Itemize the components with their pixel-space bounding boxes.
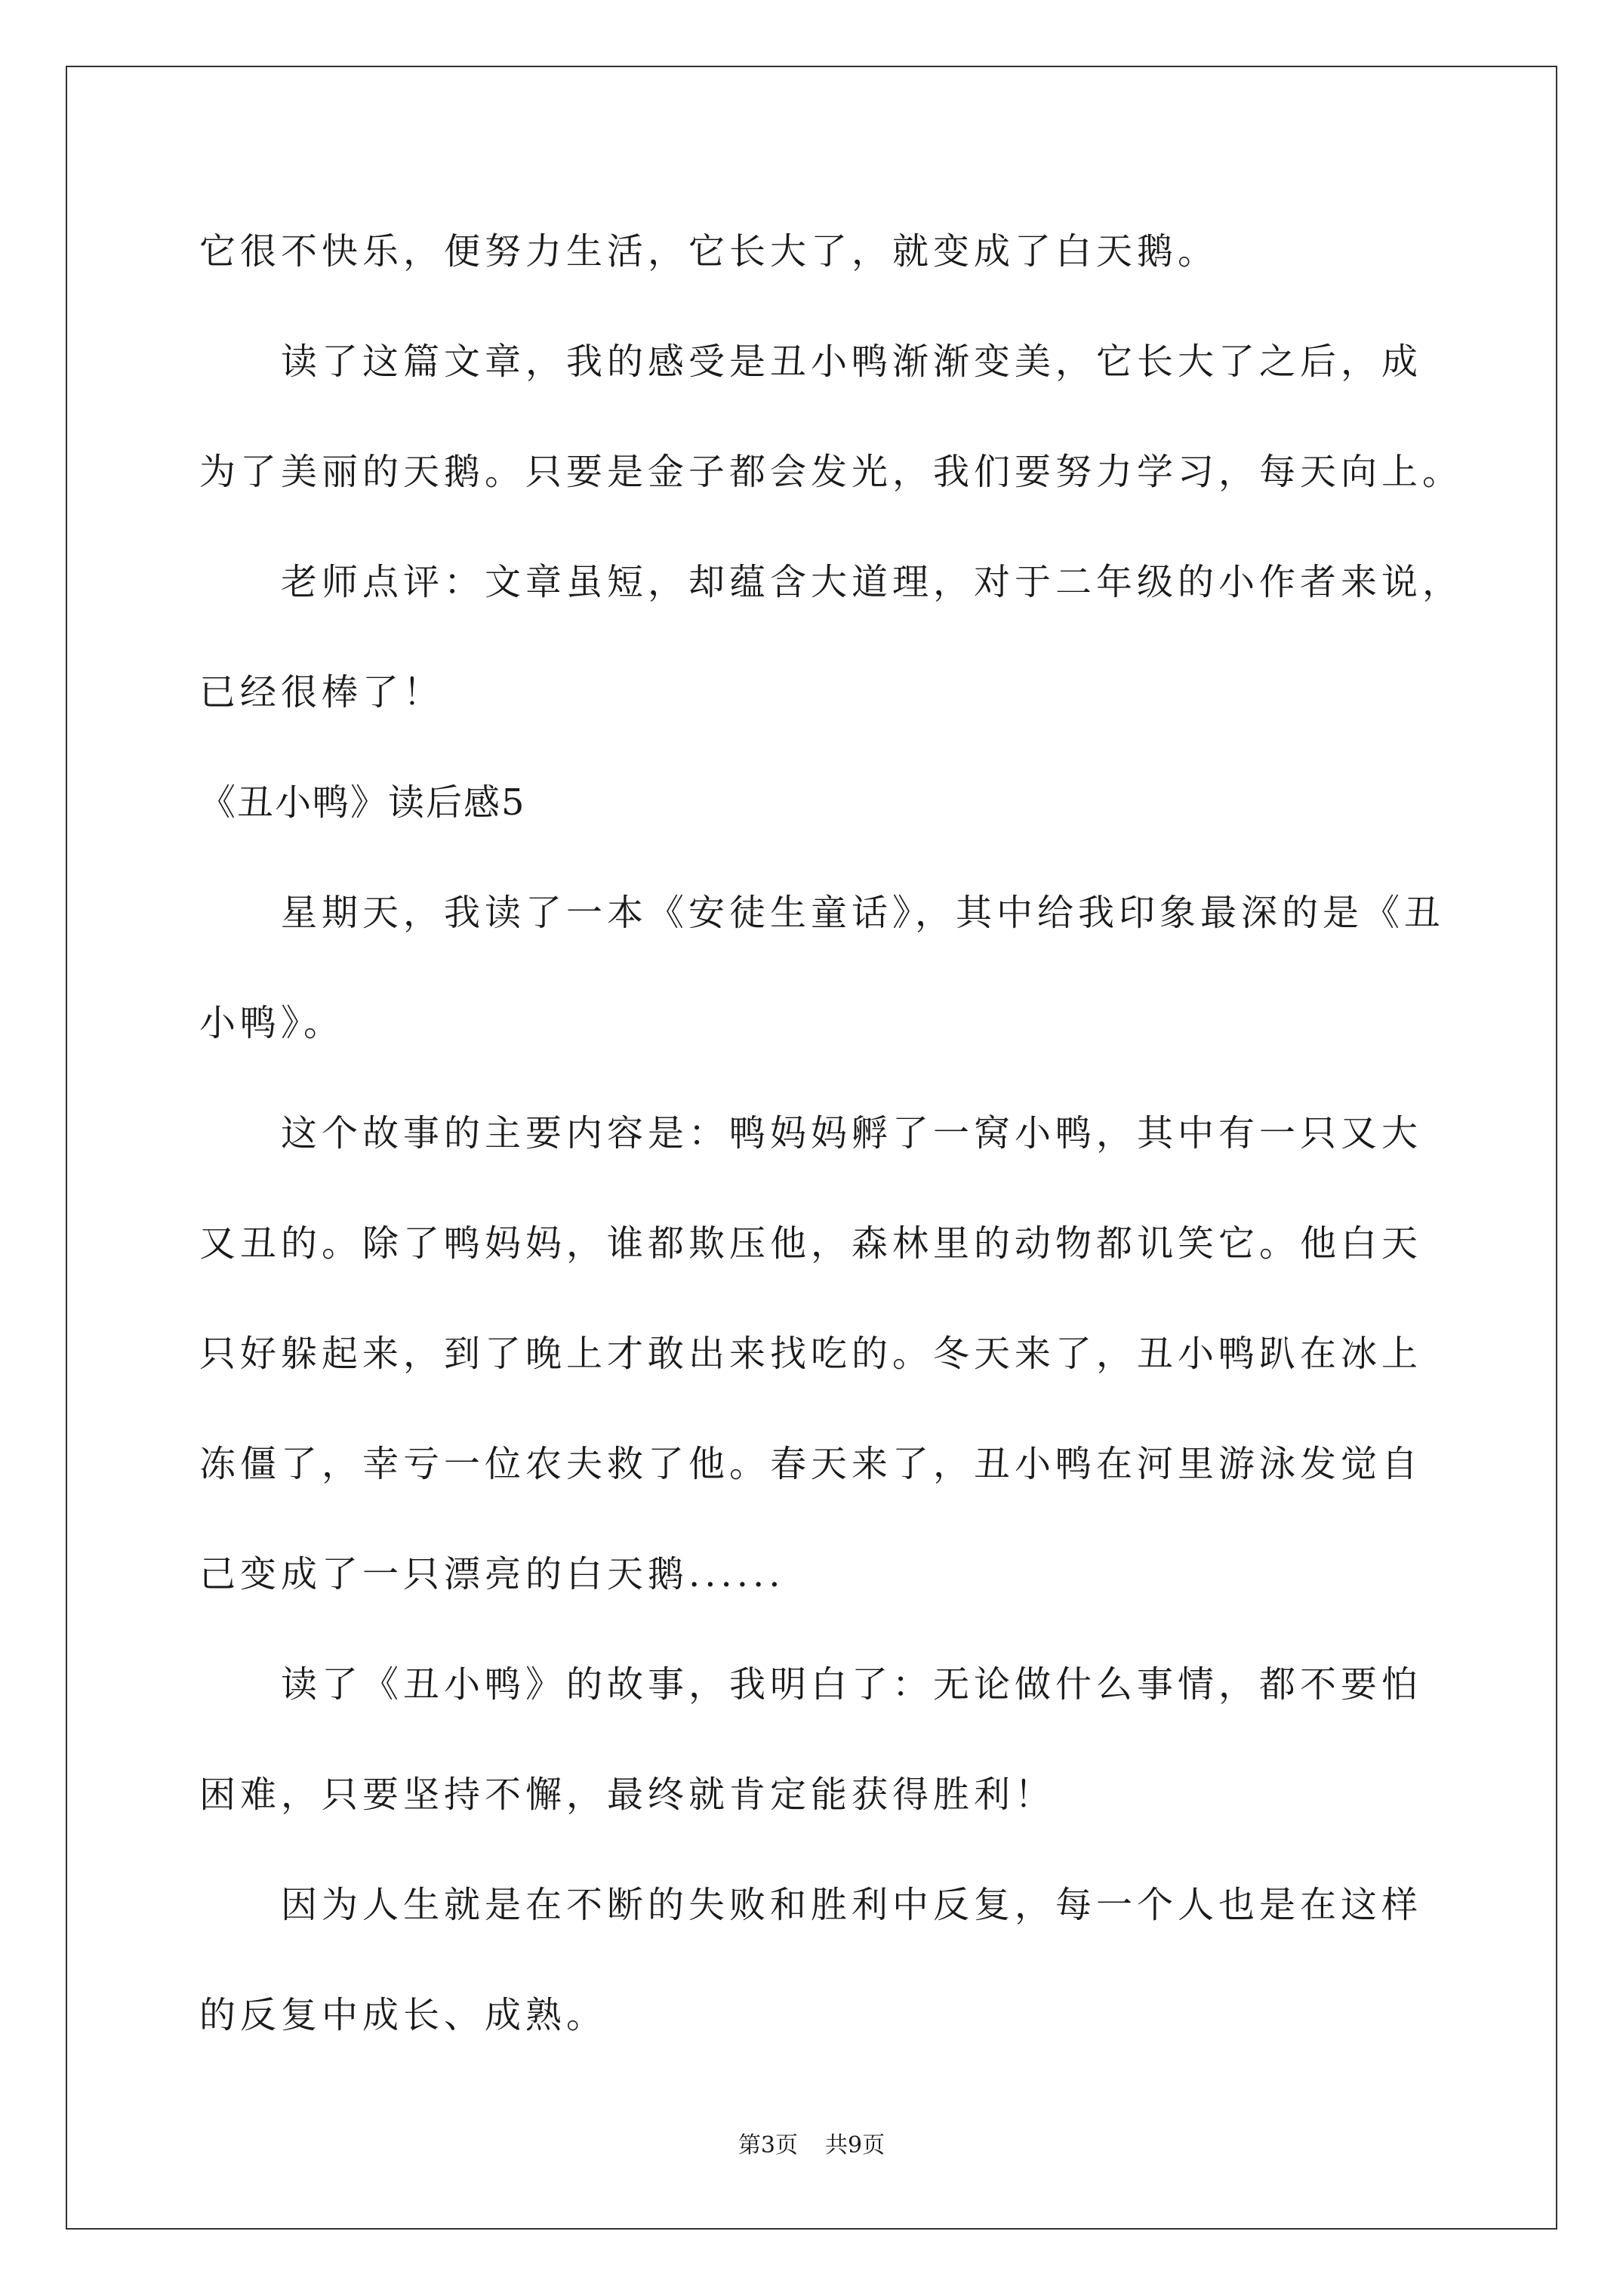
text-line: 这个故事的主要内容是：鸭妈妈孵了一窝小鸭，其中有一只又大 — [281, 1112, 1423, 1154]
text-line: 只好躲起来，到了晚上才敢出来找吃的。冬天来了，丑小鸭趴在冰上 — [199, 1333, 1423, 1375]
text-line: 为了美丽的天鹅。只要是金子都会发光，我们要努力学习，每天向上。 — [199, 451, 1464, 493]
text-line: 冻僵了，幸亏一位农夫救了他。春天来了，丑小鸭在河里游泳发觉自 — [199, 1443, 1423, 1485]
text-line: 因为人生就是在不断的失败和胜利中反复，每一个人也是在这样 — [281, 1884, 1423, 1926]
section-heading: 《丑小鸭》读后感5 — [199, 781, 526, 824]
text-line: 读了《丑小鸭》的故事，我明白了：无论做什么事情，都不要怕 — [281, 1663, 1423, 1706]
page-footer — [0, 2131, 1623, 2161]
text-line: 已经很棒了！ — [199, 671, 445, 713]
text-line: 困难，只要坚持不懈，最终就肯定能获得胜利！ — [199, 1774, 1056, 1816]
page-number: 第3页 — [738, 2132, 798, 2159]
text-line: 读了这篇文章，我的感受是丑小鸭渐渐变美，它长大了之后，成 — [281, 341, 1423, 383]
text-line: 星期天，我读了一本《安徒生童话》，其中给我印象最深的是《丑 — [281, 892, 1446, 934]
text-line: 的反复中成长、成熟。 — [199, 1994, 608, 2036]
page-total: 共9页 — [825, 2132, 885, 2159]
text-line: 小鸭》。 — [199, 1002, 345, 1044]
text-line: 己变成了一只漂亮的白天鹅...... — [199, 1553, 785, 1595]
text-line: 它很不快乐，便努力生活，它长大了，就变成了白天鹅。 — [199, 230, 1219, 273]
text-line: 又丑的。除了鸭妈妈，谁都欺压他，森林里的动物都讥笑它。他白天 — [199, 1222, 1423, 1265]
text-line: 老师点评：文章虽短，却蕴含大道理，对于二年级的小作者来说， — [281, 561, 1464, 603]
document-body — [199, 196, 1464, 2070]
